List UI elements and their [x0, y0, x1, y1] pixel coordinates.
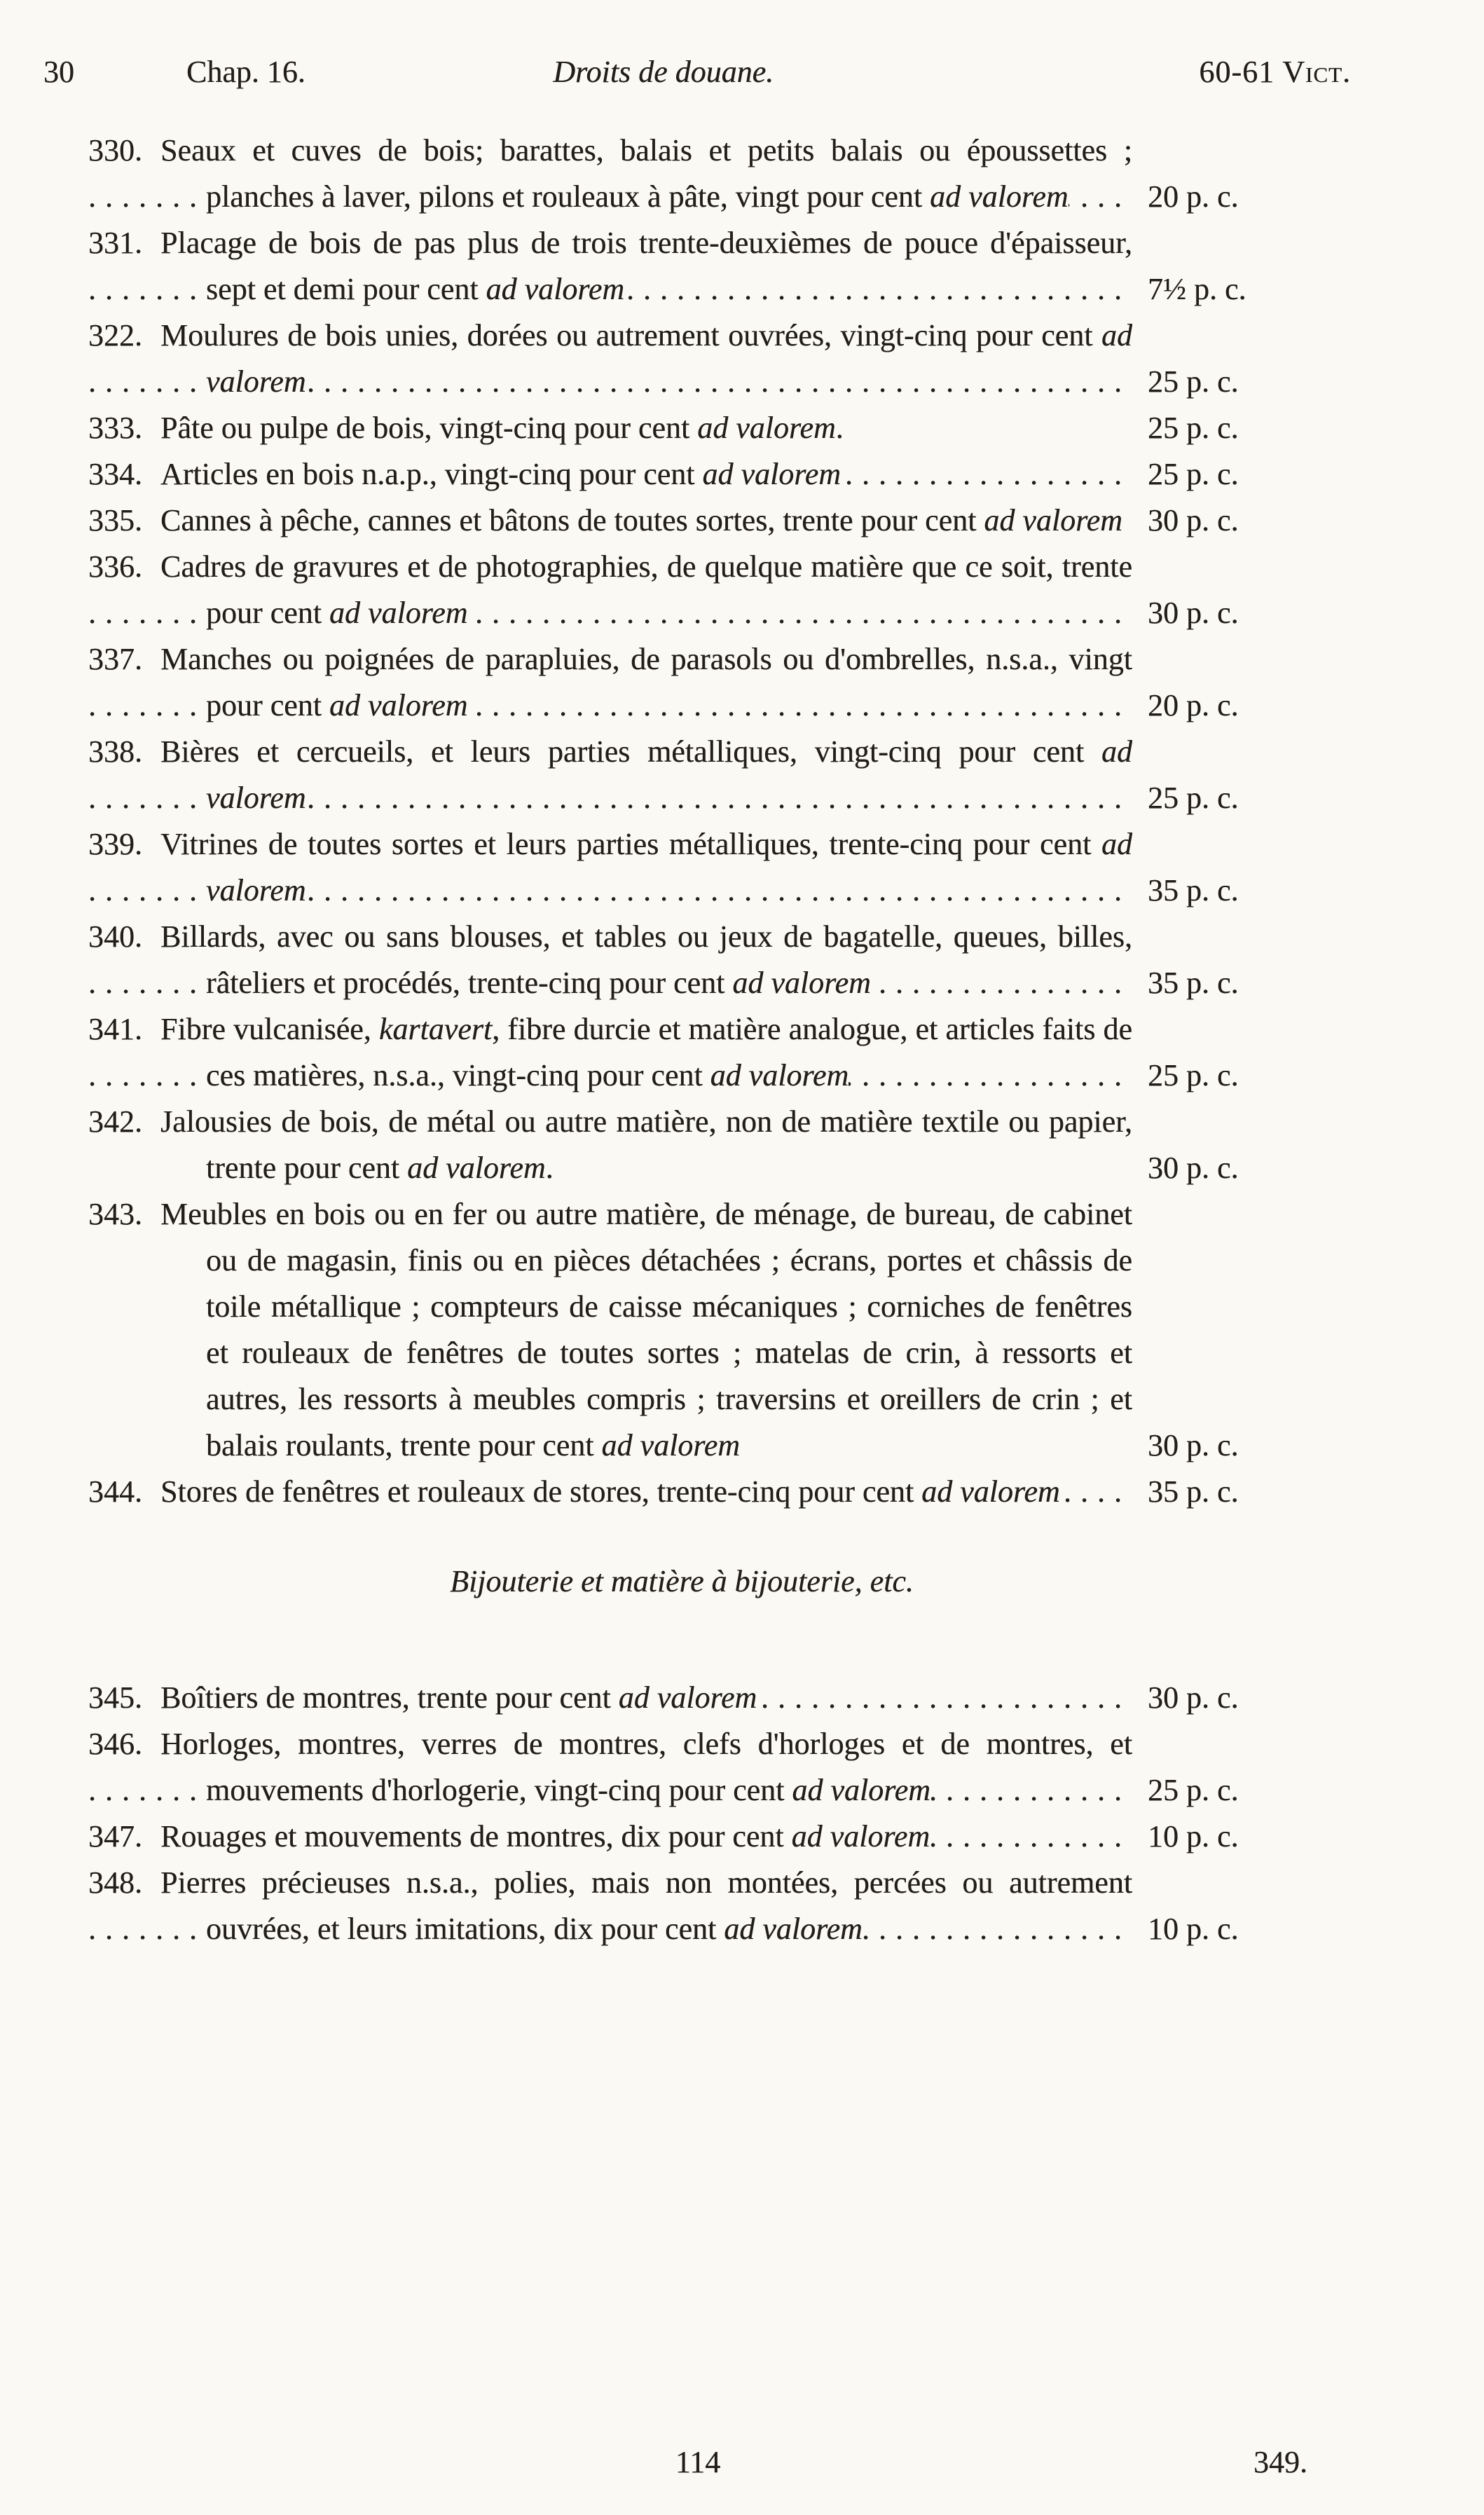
tariff-item	[88, 729, 1275, 821]
item-number: 346.	[88, 1727, 160, 1761]
item-text: Seaux et cuves de bois; barattes, balais et petits balais ou époussettes ; planches à laver, pilons et rouleaux à pâte, vingt pour cent ad valorem	[160, 133, 1132, 214]
item-text-block	[88, 1191, 1132, 1469]
tariff-item	[88, 405, 1275, 451]
item-number: 322.	[88, 318, 160, 352]
item-rate: 20 p. c.	[1148, 688, 1239, 722]
item-text: Moulures de bois unies, dorées ou autrement ouvrées, vingt-cinq pour cent ad valorem	[160, 318, 1132, 399]
tariff-section-jewellery	[0, 1675, 1484, 1952]
item-rate: 25 p. c.	[1148, 457, 1239, 491]
header-chapter: Chap. 16.	[186, 55, 305, 89]
item-number: 333.	[88, 411, 160, 445]
tariff-item	[88, 1860, 1275, 1952]
page-footer	[0, 2439, 1484, 2515]
item-rate: 7½ p. c.	[1148, 272, 1246, 306]
item-text-block	[88, 405, 1132, 451]
item-text-block	[88, 1675, 1132, 1721]
tariff-item	[88, 313, 1275, 405]
tariff-item	[88, 1191, 1275, 1469]
footer-catchword: 349.	[1253, 2445, 1307, 2479]
item-number: 338.	[88, 734, 160, 769]
item-number: 336.	[88, 549, 160, 584]
item-text: Vitrines de toutes sortes et leurs parties métalliques, trente-cinq pour cent ad valorem	[160, 827, 1132, 907]
item-text: Billards, avec ou sans blouses, et tables ou jeux de bagatelle, queues, billes, râteliers et procédés, trente-cinq pour cent ad valorem	[160, 919, 1132, 1000]
item-text: Cadres de gravures et de photographies, de quelque matière que ce soit, trente pour cent ad valorem	[160, 549, 1132, 630]
item-number: 340.	[88, 919, 160, 954]
header-page-number: 30	[43, 55, 74, 89]
item-rate: 20 p. c.	[1148, 179, 1239, 214]
item-text: Articles en bois n.a.p., vingt-cinq pour cent ad valorem	[160, 457, 841, 491]
item-rate: 35 p. c.	[1148, 966, 1239, 1000]
item-text-block	[88, 220, 1132, 313]
item-text: Fibre vulcanisée, kartavert, fibre durcie et matière analogue, et articles faits de ces matières, n.s.a., vingt-cinq pour cent ad valorem	[160, 1012, 1132, 1092]
tariff-item	[88, 821, 1275, 914]
item-text-block	[88, 914, 1132, 1006]
item-rate: 30 p. c.	[1148, 1151, 1239, 1185]
item-text-block	[88, 1721, 1132, 1814]
item-text: Jalousies de bois, de métal ou autre matière, non de matière textile ou papier, trente pour cent ad valorem.	[160, 1104, 1132, 1185]
tariff-item	[88, 1675, 1275, 1721]
item-text-block	[88, 313, 1132, 405]
tariff-item	[88, 1721, 1275, 1814]
item-text: Horloges, montres, verres de montres, clefs d'horloges et de montres, et mouvements d'horlogerie, vingt-cinq pour cent ad valorem	[160, 1727, 1132, 1807]
item-number: 344.	[88, 1474, 160, 1509]
item-number: 341.	[88, 1012, 160, 1046]
item-text: Pierres précieuses n.s.a., polies, mais non montées, percées ou autrement ouvrées, et leurs imitations, dix pour cent ad valorem	[160, 1865, 1132, 1946]
item-text-block	[88, 128, 1132, 220]
section-heading: Bijouterie et matière à bijouterie, etc.	[450, 1564, 914, 1598]
item-text-block	[88, 729, 1132, 821]
header-running-title: Droits de douane.	[553, 55, 774, 89]
item-number: 331.	[88, 226, 160, 260]
tariff-item	[88, 1099, 1275, 1191]
item-text: Boîtiers de montres, trente pour cent ad valorem	[160, 1680, 757, 1715]
item-rate: 25 p. c.	[1148, 781, 1239, 815]
item-text-block	[88, 821, 1132, 914]
tariff-item	[88, 498, 1275, 544]
item-text-block	[88, 544, 1132, 636]
item-text: Bières et cercueils, et leurs parties métalliques, vingt-cinq pour cent ad valorem	[160, 734, 1132, 815]
item-rate: 25 p. c.	[1148, 364, 1239, 399]
tariff-item	[88, 451, 1275, 498]
item-rate: 10 p. c.	[1148, 1912, 1239, 1946]
footer-page-number: 114	[675, 2445, 721, 2479]
tariff-item	[88, 1006, 1275, 1099]
item-text: Manches ou poignées de parapluies, de parasols ou d'ombrelles, n.s.a., vingt pour cent ad valorem	[160, 642, 1132, 722]
item-number: 335.	[88, 503, 160, 537]
item-text: Stores de fenêtres et rouleaux de stores, trente-cinq pour cent ad valorem	[160, 1474, 1060, 1509]
tariff-item	[88, 636, 1275, 729]
page-header	[0, 49, 1484, 95]
tariff-section-wood	[0, 128, 1484, 1515]
tariff-item	[88, 128, 1275, 220]
item-rate: 25 p. c.	[1148, 411, 1239, 445]
item-text-block	[88, 498, 1132, 544]
tariff-item	[88, 1469, 1275, 1515]
item-rate: 30 p. c.	[1148, 1680, 1239, 1715]
item-rate: 25 p. c.	[1148, 1058, 1239, 1092]
item-text-block	[88, 1099, 1132, 1191]
item-rate: 10 p. c.	[1148, 1819, 1239, 1853]
item-number: 342.	[88, 1104, 160, 1139]
item-number: 347.	[88, 1819, 160, 1853]
item-rate: 25 p. c.	[1148, 1773, 1239, 1807]
item-text: Placage de bois de pas plus de trois trente-deuxièmes de pouce d'épaisseur, sept et demi pour cent ad valorem	[160, 226, 1132, 306]
item-text-block	[88, 636, 1132, 729]
item-rate: 30 p. c.	[1148, 1428, 1239, 1462]
item-rate: 30 p. c.	[1148, 503, 1239, 537]
item-number: 343.	[88, 1197, 160, 1231]
tariff-item	[88, 220, 1275, 313]
item-text: Pâte ou pulpe de bois, vingt-cinq pour cent ad valorem.	[160, 411, 844, 445]
item-number: 334.	[88, 457, 160, 491]
item-text-block	[88, 1860, 1132, 1952]
item-text-block	[88, 1469, 1132, 1515]
item-number: 330.	[88, 133, 160, 167]
item-number: 345.	[88, 1680, 160, 1715]
item-text-block	[88, 451, 1132, 498]
item-text-block	[88, 1006, 1132, 1099]
item-rate: 30 p. c.	[1148, 596, 1239, 630]
tariff-item	[88, 544, 1275, 636]
tariff-item	[88, 914, 1275, 1006]
item-number: 337.	[88, 642, 160, 676]
item-rate: 35 p. c.	[1148, 873, 1239, 907]
item-number: 339.	[88, 827, 160, 861]
item-rate: 35 p. c.	[1148, 1474, 1239, 1509]
item-text-block	[88, 1814, 1132, 1860]
item-text: Rouages et mouvements de montres, dix pour cent ad valorem	[160, 1819, 930, 1853]
header-volume: 60-61 Vict.	[1199, 55, 1351, 89]
item-number: 348.	[88, 1865, 160, 1900]
item-text: Cannes à pêche, cannes et bâtons de toutes sortes, trente pour cent ad valorem	[160, 503, 1122, 537]
tariff-item	[88, 1814, 1275, 1860]
item-text: Meubles en bois ou en fer ou autre matière, de ménage, de bureau, de cabinet ou de magasin, finis ou en pièces détachées ; écrans, portes et châssis de toile métallique ; compteurs de caisse mécaniques ; corniches de fenêtres et rouleaux de fenêtres de toutes sortes ; matelas de crin, à ressorts et autres, les ressorts à meubles compris ; traversins et oreillers de crin ; et balais roulants, trente pour cent ad valorem	[160, 1197, 1132, 1462]
